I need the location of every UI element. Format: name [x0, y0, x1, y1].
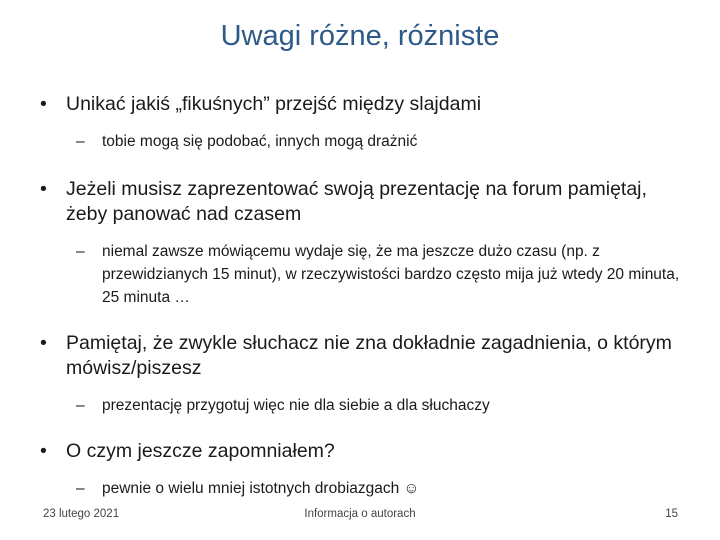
footer-author-info: Informacja o autorach [304, 508, 416, 520]
sub-bullet-dash: – [76, 397, 85, 414]
bullet-item [40, 177, 690, 227]
bullet-dot: • [40, 178, 47, 200]
bullet-text: O czym jeszcze zapomniałem? [66, 440, 335, 462]
bullet-item [40, 331, 690, 381]
sub-bullet-item [76, 477, 690, 500]
sub-bullet-dash: – [76, 133, 85, 150]
bullet-item [40, 439, 690, 464]
bullet-text: Unikać jakiś „fikuśnych” przejść między slajdami [66, 93, 482, 115]
sub-bullet-text: pewnie o wielu mniej istotnych drobiazgach ☺ [102, 480, 420, 497]
footer-date: 23 lutego 2021 [43, 508, 120, 520]
bullet-dot: • [40, 93, 47, 115]
sub-bullet-item [76, 240, 690, 309]
slide-title: Uwagi różne, różniste [220, 20, 500, 52]
footer-page-number: 15 [665, 508, 678, 520]
sub-bullet-item [76, 394, 690, 417]
slide-body [40, 92, 690, 500]
sub-bullet-item [76, 130, 690, 153]
bullet-dot: • [40, 440, 47, 462]
bullet-text: Pamiętaj, że zwykle słuchacz nie zna dokładnie zagadnienia, o którym mówisz/piszesz [66, 332, 672, 379]
sub-bullet-dash: – [76, 243, 85, 260]
sub-bullet-dash: – [76, 480, 85, 497]
sub-bullet-text: prezentację przygotuj więc nie dla siebie a dla słuchaczy [102, 397, 490, 414]
bullet-text: Jeżeli musisz zaprezentować swoją prezentację na forum pamiętaj, żeby panować nad czasem [66, 178, 647, 225]
bullet-item [40, 92, 690, 117]
bullet-dot: • [40, 332, 47, 354]
sub-bullet-text: niemal zawsze mówiącemu wydaje się, że ma jeszcze dużo czasu (np. z przewidzianych 15 minut), w rzeczywistości bardzo często mija już wtedy 20 minuta, 25 minuta … [102, 243, 680, 306]
sub-bullet-text: tobie mogą się podobać, innych mogą drażnić [102, 133, 418, 150]
